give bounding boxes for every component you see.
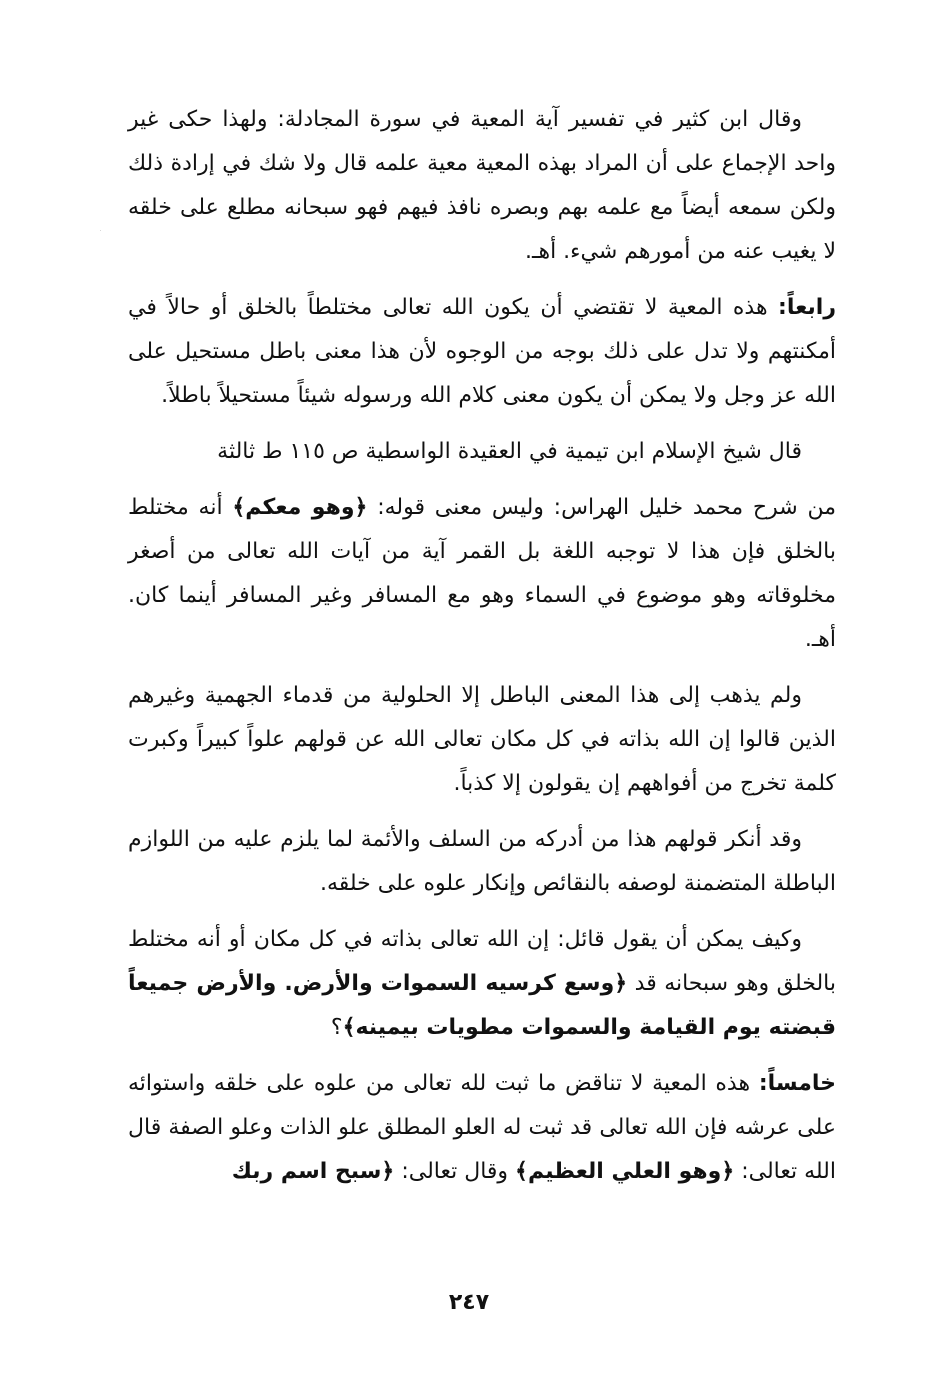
paragraph-text: أنه مختلط بالخلق فإن هذا لا توجبه اللغة بل القمر آية من آيات الله تعالى من أصغر مخلوقاته وهو موضوع في السماء وهو مع المسافر وغير المسافر أينما كان. أهـ. — [128, 495, 836, 652]
quran-quote: ﴿وهو العلي العظيم﴾ — [515, 1159, 735, 1184]
paragraph-text: وكيف يمكن أن يقول قائل: إن الله تعالى بذاته في كل مكان أو أنه مختلط بالخلق وهو سبحانه قد — [128, 927, 837, 996]
paragraph-text: وقد أنكر قولهم هذا من أدركه من السلف والأئمة لما يلزم عليه من اللوازم الباطلة المتضمنة لوصفه بالنقائص وإنكار علوه على خلقه. — [128, 827, 836, 896]
paragraph-fourth — [128, 286, 836, 418]
margin-speck — [100, 230, 101, 231]
paragraph-ibn-taymiyyah-citation — [128, 430, 836, 474]
quran-quote: ﴿سبح اسم ربك — [231, 1159, 395, 1184]
paragraph-text: ؟ — [330, 1015, 343, 1040]
paragraph-salaf-rejection — [128, 818, 836, 906]
quran-quote: ﴿وسع كرسيه السموات والأرض. والأرض جميعاً قبضته يوم القيامة والسموات مطويات بيمينه﴾ — [128, 971, 836, 1040]
paragraph-hululiyya — [128, 674, 836, 806]
main-text — [128, 88, 836, 1194]
paragraph-text: ولم يذهب إلى هذا المعنى الباطل إلا الحلولية من قدماء الجهمية وغيرهم الذين قالوا إن الله بذاته في كل مكان تعالى الله عن قولهم علواً كبيراً وكبرت كلمة تخرج من أفواههم إن يقولون إلا كذباً. — [128, 683, 836, 796]
page-number: ٢٤٧ — [448, 1290, 490, 1315]
paragraph-rhetorical-question — [128, 918, 836, 1050]
paragraph-lead: رابعاً: — [778, 295, 836, 320]
paragraph-text: هذه المعية لا تناقض ما ثبت لله تعالى من علوه على خلقه واستوائه على عرشه فإن الله تعالى قد ثبت له العلو المطلق علو الذات وعلو الصفة قال الله تعالى: — [128, 1071, 836, 1184]
paragraph-text: من شرح محمد خليل الهراس: وليس معنى قوله: — [377, 495, 836, 520]
paragraph-text: وقال تعالى: — [401, 1159, 509, 1184]
paragraph-lead: خامساً: — [758, 1071, 837, 1096]
quran-quote: ﴿وهو معكم﴾ — [232, 495, 368, 520]
paragraph-fifth — [128, 1062, 836, 1194]
paragraph-ibn-kathir — [128, 98, 836, 274]
paragraph-text: هذه المعية لا تقتضي أن يكون الله تعالى مختلطاً بالخلق أو حالاً في أمكنتهم ولا تدل على ذلك بوجه من الوجوه لأن هذا معنى باطل مستحيل على الله عز وجل ولا يمكن أن يكون معنى كلام الله ورسوله شيئاً مستحيلاً باطلاً. — [128, 295, 836, 408]
paragraph-harras-commentary — [128, 486, 836, 662]
paragraph-text: قال شيخ الإسلام ابن تيمية في العقيدة الواسطية ص ١١٥ ط ثالثة — [217, 439, 802, 464]
paragraph-text: وقال ابن كثير في تفسير آية المعية في سورة المجادلة: ولهذا حكى غير واحد الإجماع على أن المراد بهذه المعية معية علمه قال ولا شك في إرادة ذلك ولكن سمعه أيضاً مع علمه بهم وبصره نافذ فيهم فهو سبحانه مطلع على خلقه لا يغيب عنه من أمورهم شيء. أهـ. — [128, 107, 836, 264]
